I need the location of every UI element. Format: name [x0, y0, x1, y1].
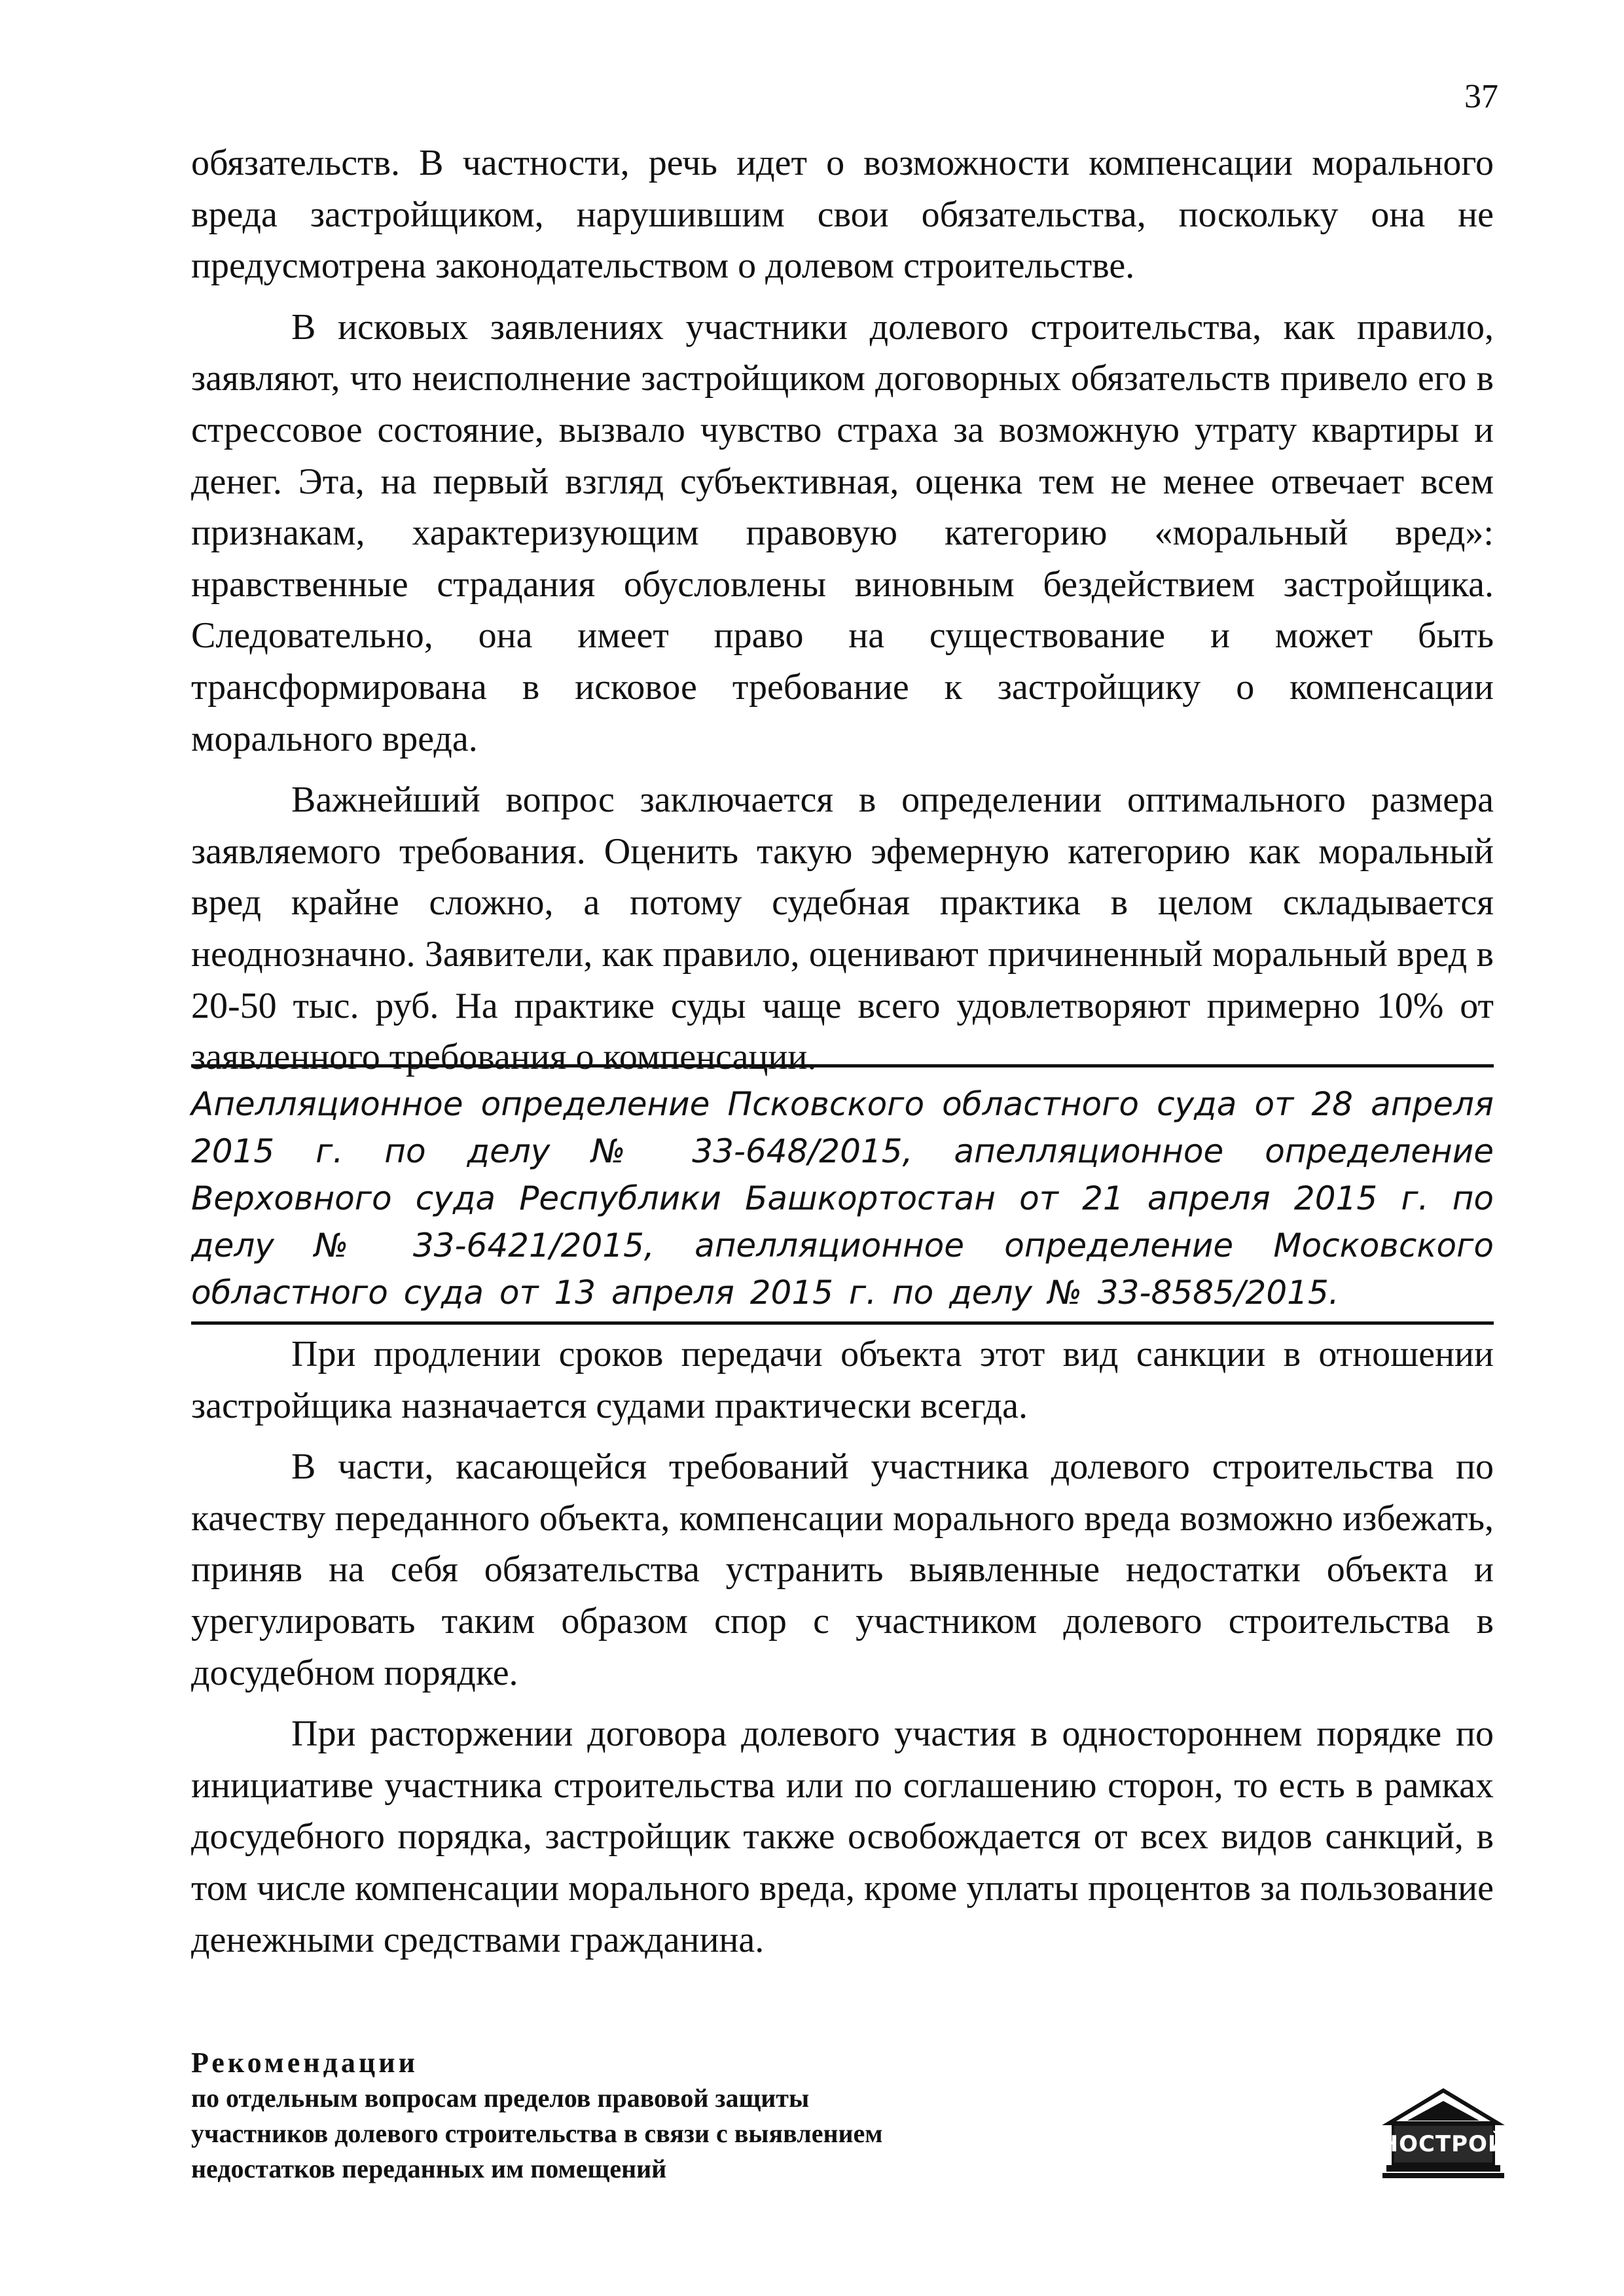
footer-subtitle-line: участников долевого строительства в связи с выявлением: [191, 2119, 883, 2148]
paragraph-claims: В исковых заявлениях участники долевого строительства, как правило, заявляют, что неисполнение застройщиком договорных обязательств привело его в стрессовое состояние, вызвало чувство страха за возможную утрату квартиры и денег. Эта, на первый взгляд субъективная, оценка тем не менее отвечает всем признакам, характеризующим правовую категорию «моральный вред»: нравственные страдания обусловлены виновным бездействием застройщика. Следовательно, она имеет право на существование и может быть трансформирована в исковое требование к застройщику о компенсации морального вреда.: [191, 306, 1494, 759]
footer-subtitle-line: недостатков переданных им помещений: [191, 2154, 667, 2183]
paragraph-amount: Важнейший вопрос заключается в определении оптимального размера заявляемого требования. Оценить такую эфемерную категорию как моральный вред крайне сложно, а потому судебная практика в целом складывается неоднозначно. Заявители, как правило, оценивают причиненный моральный вред в 20-50 тыс. руб. На практике суды чаще всего удовлетворяют примерно 10% от заявленного требования о компенсации.: [191, 780, 1494, 1078]
body-text-upper: [191, 137, 1494, 1083]
citation-text: Апелляционное определение Псковского областного суда от 28 апреля 2015 г. по делу № 33-648/2015, апелляционное определение Верховного суда Республики Башкортостан от 21 апреля 2015 г. по делу № 33-6421/2015, апелляционное определение Московского областного суда от 13 апреля 2015 г. по делу № 33-8585/2015.: [191, 1085, 1494, 1312]
paragraph-quality: В части, касающейся требований участника долевого строительства по качеству переданного объекта, компенсации морального вреда возможно избежать, приняв на себя обязательства устранить выявленные недостатки объекта и урегулировать таким образом спор с участником долевого строительства в досудебном порядке.: [191, 1446, 1494, 1693]
paragraph-termination: При расторжении договора долевого участия в одностороннем порядке по инициативе участника строительства или по соглашению сторон, то есть в рамках досудебного порядка, застройщик также освобождается от всех видов санкций, в том числе компенсации морального вреда, кроме уплаты процентов за пользование денежными средствами гражданина.: [191, 1713, 1494, 1960]
footer: [191, 2045, 1173, 2187]
citation-box: [191, 1064, 1494, 1325]
footer-subtitle-line: по отдельным вопросам пределов правовой защиты: [191, 2083, 810, 2113]
body-text-lower: [191, 1329, 1494, 1965]
nostroy-logo: [1381, 2088, 1506, 2179]
paragraph-extension: При продлении сроков передачи объекта этот вид санкции в отношении застройщика назначается судами практически всегда.: [191, 1334, 1494, 1426]
paragraph-continuation: обязательств. В частности, речь идет о возможности компенсации морального вреда застройщиком, нарушившим свои обязательства, поскольку она не предусмотрена законодательством о долевом строительстве.: [191, 143, 1494, 287]
logo-wordmark: НОСТРОЙ: [1379, 2131, 1507, 2157]
page-number: 37: [1464, 78, 1498, 115]
footer-title: Рекомендации: [191, 2047, 418, 2079]
